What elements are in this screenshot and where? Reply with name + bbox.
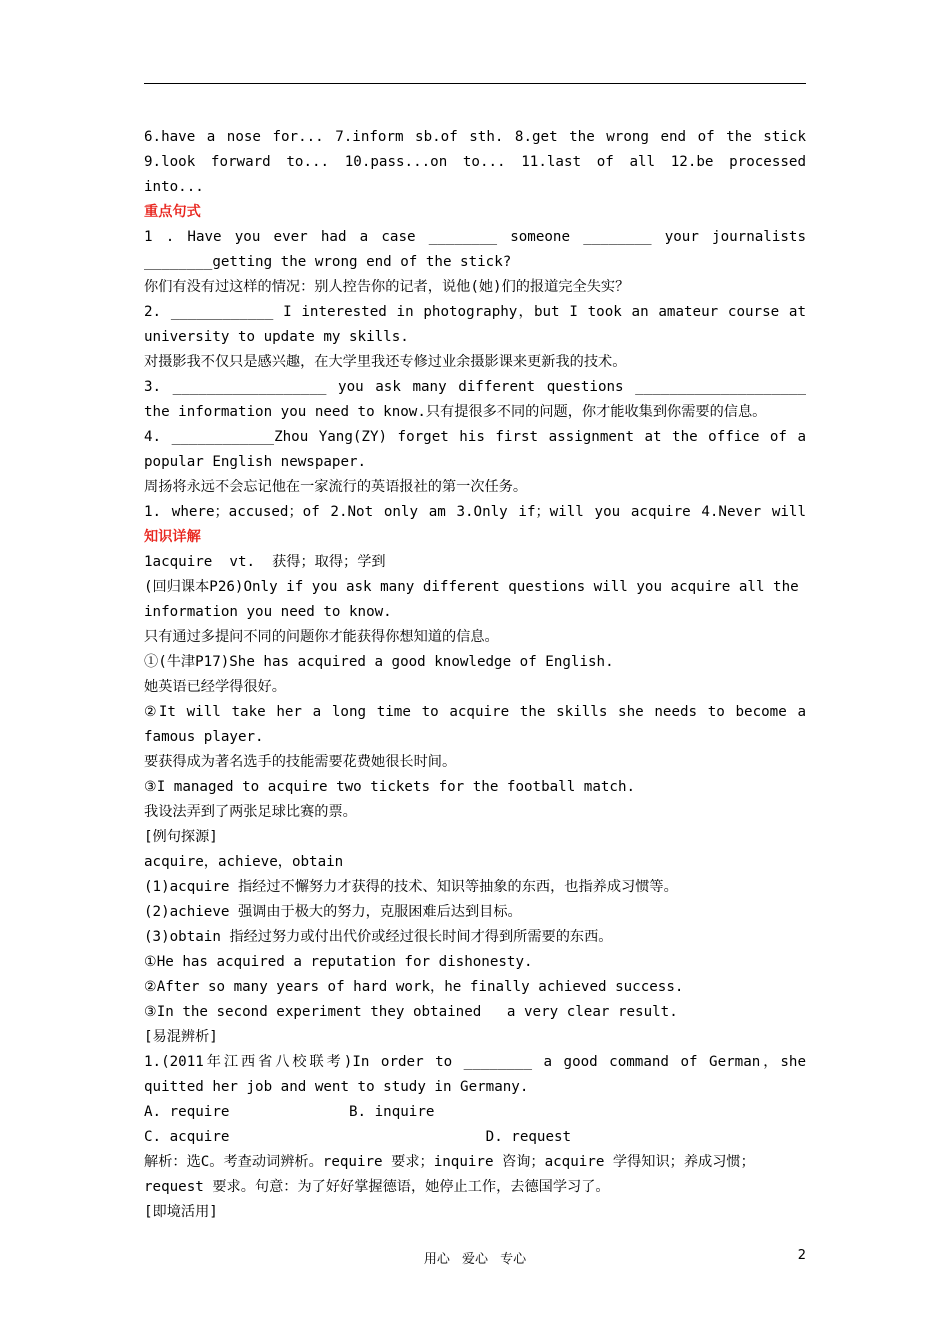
text-line: 1.(2011年江西省八校联考)In order to ________ a good command of German，she xyxy=(144,1054,806,1070)
text-line: 你们有没有过这样的情况：别人控告你的记者，说他(她)们的报道完全失实？ xyxy=(144,279,630,295)
header-rule xyxy=(144,83,806,84)
text-line: ③I managed to acquire two tickets for the football match. xyxy=(144,779,636,795)
text-line: 要获得成为著名选手的技能需要花费她很长时间。 xyxy=(144,754,457,770)
text-line: acquire，achieve，obtain xyxy=(144,854,344,870)
text-line: famous player. xyxy=(144,729,264,745)
page-number: 2 xyxy=(797,1248,806,1263)
section-heading: 重点句式 xyxy=(144,204,201,220)
document-body xyxy=(144,125,806,1225)
text-line: 只有通过多提问不同的问题你才能获得你想知道的信息。 xyxy=(144,629,499,645)
section-heading: 知识详解 xyxy=(144,529,201,545)
text-line: university to update my skills. xyxy=(144,329,409,345)
text-line: ①(牛津P17)She has acquired a good knowledge of English. xyxy=(144,654,614,670)
text-line: the information you need to know.只有提很多不同的问题，你才能收集到你需要的信息。 xyxy=(144,404,767,420)
text-line: 3. __________________ you ask many different questions ____________________ xyxy=(144,379,806,395)
text-line: quitted her job and went to study in Germany. xyxy=(144,1079,529,1095)
text-line: 9.look forward to... 10.pass...on to... 11.last of all 12.be processed xyxy=(144,154,806,170)
text-line: 对摄影我不仅只是感兴趣，在大学里我还专修过业余摄影课来更新我的技术。 xyxy=(144,354,627,370)
text-line: 解析：选C。考查动词辨析。require 要求；inquire 咨询；acquire 学得知识；养成习惯； xyxy=(144,1154,755,1170)
text-line: C. acquire D. request xyxy=(144,1129,572,1145)
text-line: [易混辨析] xyxy=(144,1029,218,1045)
text-line: A. require B. inquire xyxy=(144,1104,435,1120)
text-line: 1 . Have you ever had a case ________ someone ________ your journalists xyxy=(144,229,806,245)
text-line: 2. ____________ I interested in photography，but I took an amateur course at xyxy=(144,304,806,320)
text-line: (回归课本P26)Only if you ask many different questions will you acquire all the xyxy=(144,579,799,595)
text-line: 4. ____________Zhou Yang(ZY) forget his first assignment at the office of a xyxy=(144,429,806,445)
text-line: 她英语已经学得很好。 xyxy=(144,679,286,695)
text-line: popular English newspaper. xyxy=(144,454,367,470)
page-footer xyxy=(0,1248,950,1268)
text-line: 我设法弄到了两张足球比赛的票。 xyxy=(144,804,357,820)
text-line: (3)obtain 指经过努力或付出代价或经过很长时间才得到所需要的东西。 xyxy=(144,929,613,945)
text-line: 周扬将永远不会忘记他在一家流行的英语报社的第一次任务。 xyxy=(144,479,528,495)
text-line: 6.have a nose for... 7.inform sb.of sth. 8.get the wrong end of the stick xyxy=(144,129,806,145)
text-line: 1acquire vt. 获得；取得；学到 xyxy=(144,554,386,570)
text-line: ________getting the wrong end of the stick? xyxy=(144,254,512,270)
text-line: 1. where；accused；of 2.Not only am 3.Only if；will you acquire 4.Never will xyxy=(144,504,806,520)
text-line: into... xyxy=(144,179,204,195)
footer-motto: 用心 爱心 专心 xyxy=(423,1252,527,1267)
text-line: [例句探源] xyxy=(144,829,218,845)
text-line: (1)acquire 指经过不懈努力才获得的技术、知识等抽象的东西，也指养成习惯等。 xyxy=(144,879,678,895)
text-line: ③In the second experiment they obtained a very clear result. xyxy=(144,1004,678,1020)
text-line: request 要求。句意：为了好好掌握德语，她停止工作，去德国学习了。 xyxy=(144,1179,610,1195)
text-line: ①He has acquired a reputation for dishonesty. xyxy=(144,954,533,970)
text-line: information you need to know. xyxy=(144,604,392,620)
text-line: (2)achieve 强调由于极大的努力，克服困难后达到目标。 xyxy=(144,904,522,920)
text-line: ②It will take her a long time to acquire the skills she needs to become a xyxy=(144,704,806,720)
text-line: [即境活用] xyxy=(144,1204,218,1220)
text-line: ②After so many years of hard work，he finally achieved success. xyxy=(144,979,684,995)
